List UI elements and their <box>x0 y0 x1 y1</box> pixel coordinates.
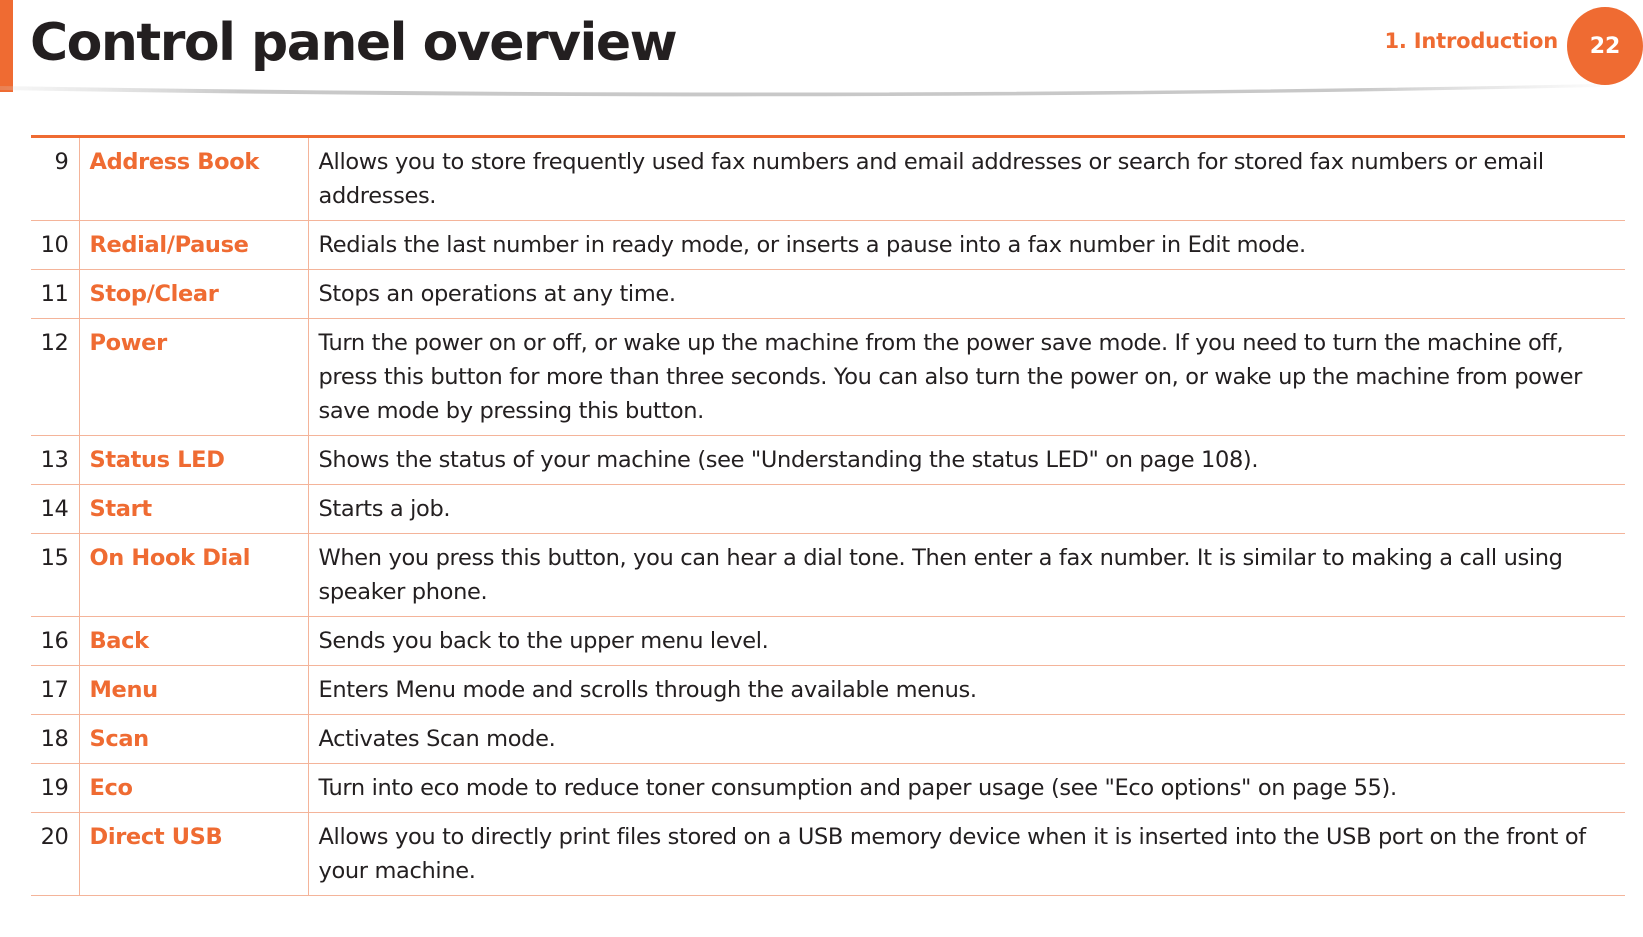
button-description: Shows the status of your machine (see "Understanding the status LED" on page 108). <box>308 436 1625 485</box>
button-name: Redial/Pause <box>79 221 308 270</box>
page-number-badge: 22 <box>1567 7 1643 85</box>
button-name: Menu <box>79 666 308 715</box>
row-number: 12 <box>31 319 79 436</box>
header-divider <box>0 82 1643 102</box>
button-description: When you press this button, you can hear a dial tone. Then enter a fax number. It is similar to making a call using speaker phone. <box>308 534 1625 617</box>
button-name: Stop/Clear <box>79 270 308 319</box>
row-number: 15 <box>31 534 79 617</box>
button-name: Status LED <box>79 436 308 485</box>
row-number: 16 <box>31 617 79 666</box>
row-number: 18 <box>31 715 79 764</box>
row-number: 17 <box>31 666 79 715</box>
button-name: Power <box>79 319 308 436</box>
button-description: Stops an operations at any time. <box>308 270 1625 319</box>
button-description: Turn into eco mode to reduce toner consumption and paper usage (see "Eco options" on page 55). <box>308 764 1625 813</box>
chapter-link[interactable]: 1. Introduction <box>1384 29 1558 53</box>
table-row <box>31 715 1625 764</box>
row-number: 20 <box>31 813 79 896</box>
row-number: 10 <box>31 221 79 270</box>
table-row <box>31 666 1625 715</box>
control-table <box>31 135 1625 896</box>
page-title: Control panel overview <box>30 13 677 73</box>
row-number: 11 <box>31 270 79 319</box>
table-row <box>31 436 1625 485</box>
button-description: Turn the power on or off, or wake up the machine from the power save mode. If you need to turn the machine off, press this button for more than three seconds. You can also turn the power on, or wake up the machine from power save mode by pressing this button. <box>308 319 1625 436</box>
button-description: Enters Menu mode and scrolls through the available menus. <box>308 666 1625 715</box>
row-number: 13 <box>31 436 79 485</box>
table-row <box>31 764 1625 813</box>
button-description: Sends you back to the upper menu level. <box>308 617 1625 666</box>
row-number: 19 <box>31 764 79 813</box>
button-description: Redials the last number in ready mode, or inserts a pause into a fax number in Edit mode. <box>308 221 1625 270</box>
button-description: Activates Scan mode. <box>308 715 1625 764</box>
button-name: Start <box>79 485 308 534</box>
accent-bar <box>0 0 13 92</box>
table-row <box>31 137 1625 221</box>
button-name: Eco <box>79 764 308 813</box>
table-row <box>31 813 1625 896</box>
table-row <box>31 485 1625 534</box>
button-name: Scan <box>79 715 308 764</box>
button-name: Address Book <box>79 137 308 221</box>
table-row <box>31 319 1625 436</box>
button-description: Allows you to directly print files stored on a USB memory device when it is inserted into the USB port on the front of your machine. <box>308 813 1625 896</box>
row-number: 14 <box>31 485 79 534</box>
table-row <box>31 534 1625 617</box>
button-description: Starts a job. <box>308 485 1625 534</box>
table-row <box>31 221 1625 270</box>
table-row <box>31 617 1625 666</box>
button-name: Direct USB <box>79 813 308 896</box>
button-name: On Hook Dial <box>79 534 308 617</box>
table-row <box>31 270 1625 319</box>
button-name: Back <box>79 617 308 666</box>
row-number: 9 <box>31 137 79 221</box>
button-description: Allows you to store frequently used fax numbers and email addresses or search for stored fax numbers or email addresses. <box>308 137 1625 221</box>
